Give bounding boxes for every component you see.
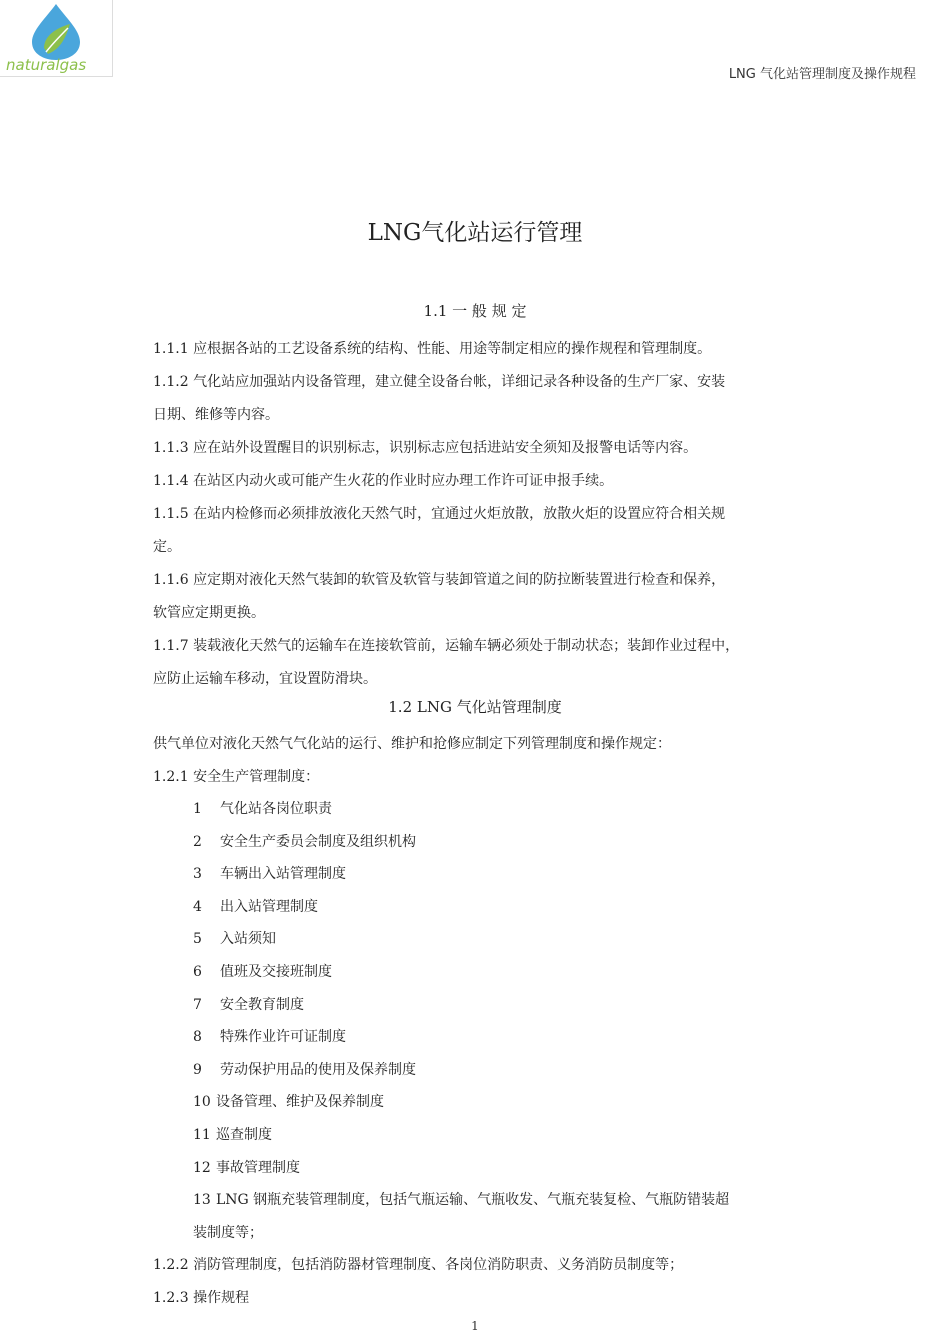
- list-item: 4 出入站管理制度: [193, 898, 318, 915]
- list-item: 12 事故管理制度: [193, 1159, 300, 1176]
- list-item: 13 LNG 钢瓶充装管理制度，包括气瓶运输、气瓶收发、气瓶充装复检、气瓶防错装超: [193, 1192, 730, 1209]
- section-heading-1-2: 1.2 LNG 气化站管理制度: [388, 698, 562, 716]
- paragraph-line: 日期、维修等内容。: [153, 407, 279, 423]
- paragraph-line: 软管应定期更换。: [153, 605, 265, 621]
- subsection-1-2-2: 1.2.2 消防管理制度，包括消防器材管理制度、各岗位消防职责、义务消防员制度等；: [153, 1257, 684, 1273]
- section-heading-1-1: 1.1 一 般 规 定: [423, 302, 527, 320]
- list-item: 6 值班及交接班制度: [193, 963, 332, 980]
- list-item: 10 设备管理、维护及保养制度: [193, 1094, 384, 1111]
- list-item: 3 车辆出入站管理制度: [193, 866, 346, 883]
- section-1-2-tail: [153, 1249, 793, 1315]
- list-item: 9 劳动保护用品的使用及保养制度: [193, 1061, 416, 1078]
- paragraph-line: 定。: [153, 539, 181, 555]
- subsection-1-2-1: 1.2.1 安全生产管理制度：: [153, 769, 320, 785]
- list-item-continuation: 装制度等；: [193, 1224, 263, 1241]
- list-item: 1 气化站各岗位职责: [193, 801, 332, 817]
- list-item: 8 特殊作业许可证制度: [193, 1029, 346, 1046]
- company-logo: [0, 0, 113, 77]
- running-header: LNG 气化站管理制度及操作规程: [728, 67, 916, 82]
- intro-line: 供气单位对液化天然气气化站的运行、维护和抢修应制定下列管理制度和操作规定：: [153, 736, 671, 752]
- paragraph-line: 1.1.7 装载液化天然气的运输车在连接软管前，运输车辆必须处于制动状态；装卸作业过程中，: [153, 638, 740, 654]
- list-item: 7 安全教育制度: [193, 996, 304, 1013]
- water-drop-leaf-icon: [0, 0, 112, 60]
- document-title: LNG气化站运行管理: [367, 220, 583, 246]
- paragraph-line: 1.1.4 在站区内动火或可能产生火花的作业时应办理工作许可证申报手续。: [153, 473, 614, 489]
- management-rules-list: [193, 793, 729, 1249]
- paragraph-line: 1.1.6 应定期对液化天然气装卸的软管及软管与装卸管道之间的防拉断装置进行检查和保养，: [153, 572, 726, 588]
- list-item: 11 巡查制度: [193, 1126, 272, 1143]
- paragraph-line: 应防止运输车移动，宜设置防滑块。: [153, 671, 377, 687]
- paragraph-line: 1.1.5 在站内检修而必须排放液化天然气时，宜通过火炬放散，放散火炬的设置应符合相关规: [153, 506, 726, 522]
- paragraph-line: 1.1.1 应根据各站的工艺设备系统的结构、性能、用途等制定相应的操作规程和管理制度。: [153, 341, 712, 357]
- subsection-1-2-3: 1.2.3 操作规程: [153, 1290, 250, 1306]
- paragraph-line: 1.1.2 气化站应加强站内设备管理，建立健全设备台帐，详细记录各种设备的生产厂家、安装: [153, 374, 726, 390]
- page-number: 1: [471, 1319, 479, 1333]
- list-item: 5 入站须知: [193, 931, 276, 948]
- paragraph-line: 1.1.3 应在站外设置醒目的识别标志，识别标志应包括进站安全须知及报警电话等内容。: [153, 440, 698, 456]
- section-1-2-intro: [153, 728, 793, 794]
- section-1-1-body: [153, 333, 793, 696]
- logo-wordmark: naturalgas: [6, 56, 87, 74]
- list-item: 2 安全生产委员会制度及组织机构: [193, 833, 416, 850]
